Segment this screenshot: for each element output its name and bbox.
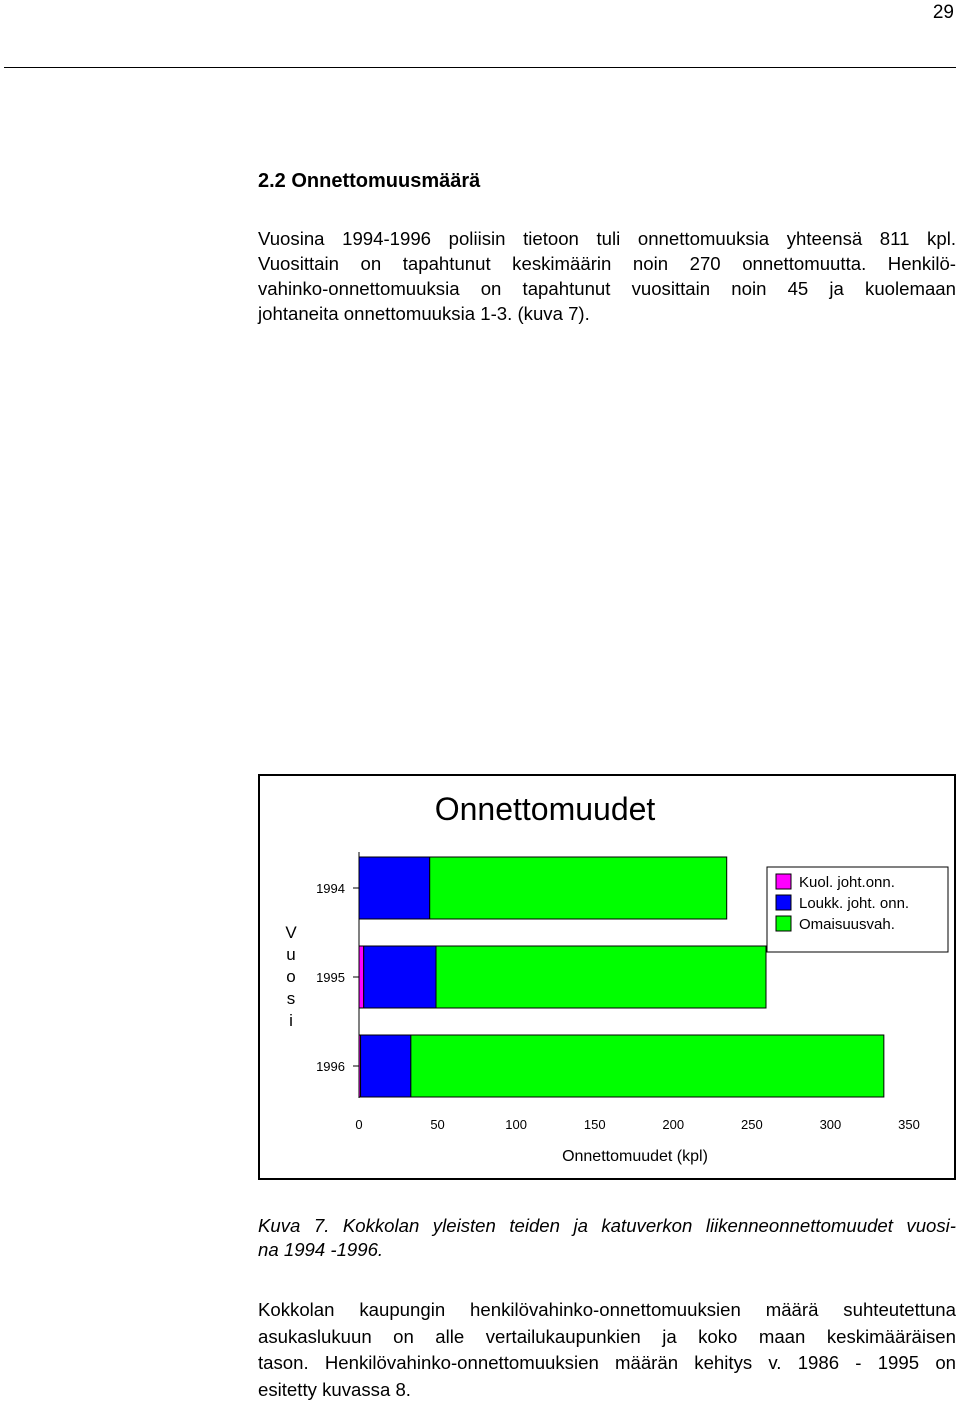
caption-line: na 1994 -1996. [258, 1238, 956, 1262]
outro-line: Kokkolan kaupungin henkilövahinko-onnettomuuksien määrä suhteutettuna [258, 1297, 956, 1324]
x-tick-label: 100 [505, 1117, 527, 1132]
legend-swatch [776, 895, 791, 910]
intro-line: Vuosina 1994-1996 poliisin tietoon tuli onnettomuuksia yhteensä 811 kpl. [258, 226, 956, 251]
page-number: 29 [933, 2, 954, 24]
y-axis-label-letter: o [286, 967, 295, 986]
chart-title: Onnettomuudet [435, 791, 656, 827]
intro-line: vahinko-onnettomuuksia on tapahtunut vuosittain noin 45 ja kuolemaan [258, 276, 956, 301]
section-heading: 2.2 Onnettomuusmäärä [258, 170, 480, 193]
accidents-chart [260, 776, 954, 1178]
intro-line: johtaneita onnettomuuksia 1-3. (kuva 7). [258, 301, 956, 326]
bar-1996-series-2 [411, 1035, 884, 1097]
bar-1995-series-2 [436, 946, 766, 1008]
x-tick-label: 300 [820, 1117, 842, 1132]
x-tick-label: 250 [741, 1117, 763, 1132]
x-tick-label: 0 [355, 1117, 362, 1132]
y-axis-label-letter: u [286, 945, 295, 964]
legend [767, 867, 948, 952]
y-axis-label-letter: s [287, 989, 296, 1008]
outro-line: tason. Henkilövahinko-onnettomuuksien määrän kehitys v. 1986 - 1995 on [258, 1350, 956, 1377]
y-tick-label: 1994 [316, 881, 345, 896]
y-axis-label-letter: i [289, 1011, 293, 1030]
x-tick-label: 350 [898, 1117, 920, 1132]
bar-1994-series-1 [359, 857, 430, 919]
x-tick-label: 150 [584, 1117, 606, 1132]
bar-1996-series-1 [361, 1035, 411, 1097]
header-rule [4, 67, 956, 68]
figure-caption [258, 1214, 956, 1262]
y-axis-label-letter: V [285, 923, 297, 942]
y-axis-label [285, 923, 297, 1030]
axes-group [316, 852, 359, 1098]
x-tick-label: 50 [430, 1117, 444, 1132]
legend-swatch [776, 874, 791, 889]
outro-line: asukaslukuun on alle vertailukaupunkien ja koko maan keskimääräisen [258, 1324, 956, 1351]
intro-paragraph [258, 226, 956, 326]
y-tick-label: 1996 [316, 1059, 345, 1074]
bar-1995-series-0 [359, 946, 364, 1008]
caption-line: Kuva 7. Kokkolan yleisten teiden ja katuverkon liikenneonnettomuudet vuosi- [258, 1214, 956, 1238]
chart-frame [258, 774, 956, 1180]
y-tick-label: 1995 [316, 970, 345, 985]
legend-label: Loukk. joht. onn. [799, 895, 909, 912]
x-axis-label: Onnettomuudet (kpl) [562, 1148, 708, 1165]
outro-line: esitetty kuvassa 8. [258, 1377, 956, 1403]
legend-label: Kuol. joht.onn. [799, 874, 895, 891]
bar-1995-series-1 [364, 946, 436, 1008]
x-tick-label: 200 [662, 1117, 684, 1132]
bar-1994-series-2 [430, 857, 727, 919]
legend-swatch [776, 916, 791, 931]
intro-line: Vuosittain on tapahtunut keskimäärin noin 270 onnettomuutta. Henkilö- [258, 251, 956, 276]
legend-label: Omaisuusvah. [799, 916, 895, 933]
x-tick-labels [355, 1117, 919, 1132]
outro-paragraph [258, 1297, 956, 1403]
